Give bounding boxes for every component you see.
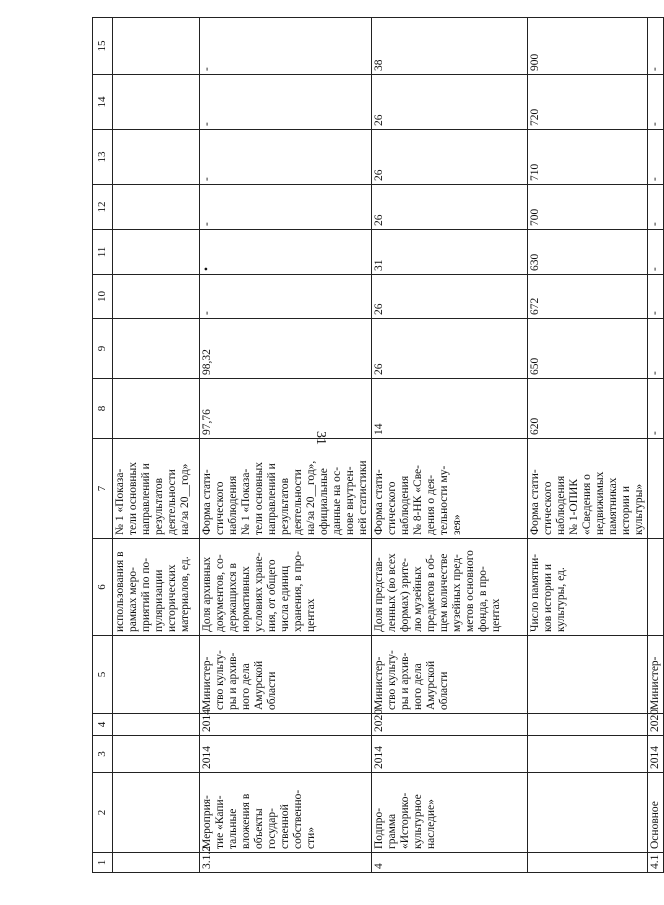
table-cell: Мероприя- тие «Капи- тальные вложения в объекты государ- ственной собственно- сти»	[200, 773, 372, 853]
table-cell: 4.1	[648, 853, 664, 873]
col-header: 12	[93, 185, 113, 230]
col-header: 8	[93, 379, 113, 439]
table-cell	[113, 75, 200, 130]
col-header: 11	[93, 230, 113, 275]
col-header: 15	[93, 18, 113, 75]
table-row	[648, 18, 664, 873]
indicators-table	[92, 17, 664, 873]
table-cell: 26	[372, 130, 528, 185]
table-cell: 2020	[372, 714, 528, 736]
table-cell: Форма стати- стического наблюдения № 1 «Показа- тели основных направлений и результатов деятельности на/за 20__год», официальные данные на ос- нове внутрен- ней статистики	[200, 439, 372, 539]
col-header: 2	[93, 773, 113, 853]
table-cell: -	[648, 18, 664, 75]
table-cell: 2014	[200, 736, 372, 773]
table-cell	[113, 853, 200, 873]
table-cell: 4	[372, 853, 528, 873]
col-header: 14	[93, 75, 113, 130]
table-cell	[648, 439, 664, 539]
table-cell	[113, 636, 200, 714]
col-header: 9	[93, 319, 113, 379]
table-cell: 26	[372, 75, 528, 130]
table-cell	[113, 130, 200, 185]
table-cell: -	[648, 379, 664, 439]
table-cell: 2020	[648, 714, 664, 736]
table-cell: 14	[372, 379, 528, 439]
table-cell: •	[200, 230, 372, 275]
table-cell: -	[648, 230, 664, 275]
table-cell: 672	[528, 275, 648, 319]
table-cell	[528, 773, 648, 853]
page-number: 31	[313, 431, 328, 445]
table-cell: 98,32	[200, 319, 372, 379]
table-cell: -	[648, 319, 664, 379]
table-cell: 26	[372, 185, 528, 230]
table-cell	[648, 539, 664, 636]
table-row	[200, 18, 372, 873]
table-cell: Доля архивных документов, со- держащихся в нормативных условиях хране- ния, от общего числа единиц хранения, в про- центах	[200, 539, 372, 636]
table-cell: -	[648, 130, 664, 185]
col-header: 5	[93, 636, 113, 714]
table-cell: Доля представ- ленных (во всех формах) зрите- лю музейных предметов в об- щем количестве музейных пред- метов основного фонда, в про- центах	[372, 539, 528, 636]
table-cell	[113, 18, 200, 75]
table-cell: -	[648, 185, 664, 230]
table-cell	[528, 736, 648, 773]
col-header: 4	[93, 714, 113, 736]
table-cell	[113, 714, 200, 736]
table-cell	[113, 773, 200, 853]
table-cell: 620	[528, 379, 648, 439]
table-cell: 720	[528, 75, 648, 130]
table-cell: -	[200, 275, 372, 319]
table-cell: 3.1.2	[200, 853, 372, 873]
table-cell: 710	[528, 130, 648, 185]
table-cell	[113, 379, 200, 439]
table-cell: 630	[528, 230, 648, 275]
table-cell: Форма стати- стического наблюдения № 8-НК «Све- дения о дея- тельности му- зея»	[372, 439, 528, 539]
table-cell: Министер- ство культу- ры и архив- ного дела Амурской области	[200, 636, 372, 714]
table-cell: Основное	[648, 773, 664, 853]
rotated-table-container	[92, 18, 661, 873]
col-header: 13	[93, 130, 113, 185]
table-cell	[528, 636, 648, 714]
table-cell: Министер-	[648, 636, 664, 714]
table-cell	[113, 230, 200, 275]
table-cell	[113, 736, 200, 773]
table-cell: 97,76	[200, 379, 372, 439]
column-number-row	[93, 18, 113, 873]
table-cell: -	[200, 75, 372, 130]
col-header: 10	[93, 275, 113, 319]
table-row	[528, 18, 648, 873]
table-cell: 900	[528, 18, 648, 75]
table-cell: -	[648, 75, 664, 130]
col-header: 3	[93, 736, 113, 773]
table-cell: № 1 «Показа- тели основных направлений и результатов деятельности на/за 20__год»	[113, 439, 200, 539]
table-cell: 2014	[200, 714, 372, 736]
table-cell	[528, 714, 648, 736]
table-cell: -	[200, 185, 372, 230]
table-cell: 700	[528, 185, 648, 230]
table-cell	[528, 853, 648, 873]
table-cell: Подпро- грамма «Историко- культурное наследие»	[372, 773, 528, 853]
table-row	[372, 18, 528, 873]
table-cell: Министер- ство культу- ры и архив- ного дела Амурской области	[372, 636, 528, 714]
table-cell: 26	[372, 319, 528, 379]
col-header: 7	[93, 439, 113, 539]
table-cell	[113, 319, 200, 379]
table-cell	[113, 275, 200, 319]
table-cell: 650	[528, 319, 648, 379]
table-cell: Число памятни- ков истории и культуры, ед.	[528, 539, 648, 636]
table-cell: -	[200, 18, 372, 75]
table-cell	[113, 185, 200, 230]
table-row	[113, 18, 200, 873]
table-cell: Форма стати- стического наблюдения № 1-ОПИК «Сведения о недвижимых памятниках истории и культуры»	[528, 439, 648, 539]
col-header: 6	[93, 539, 113, 636]
table-cell: 2014	[648, 736, 664, 773]
table-cell: 31	[372, 230, 528, 275]
table-cell: 2014	[372, 736, 528, 773]
col-header: 1	[93, 853, 113, 873]
table-cell: -	[648, 275, 664, 319]
table-cell: -	[200, 130, 372, 185]
table-cell: 26	[372, 275, 528, 319]
table-cell: 38	[372, 18, 528, 75]
table-cell: использования в рамках меро- приятий по по- пуляризации исторических материалов, ед.	[113, 539, 200, 636]
